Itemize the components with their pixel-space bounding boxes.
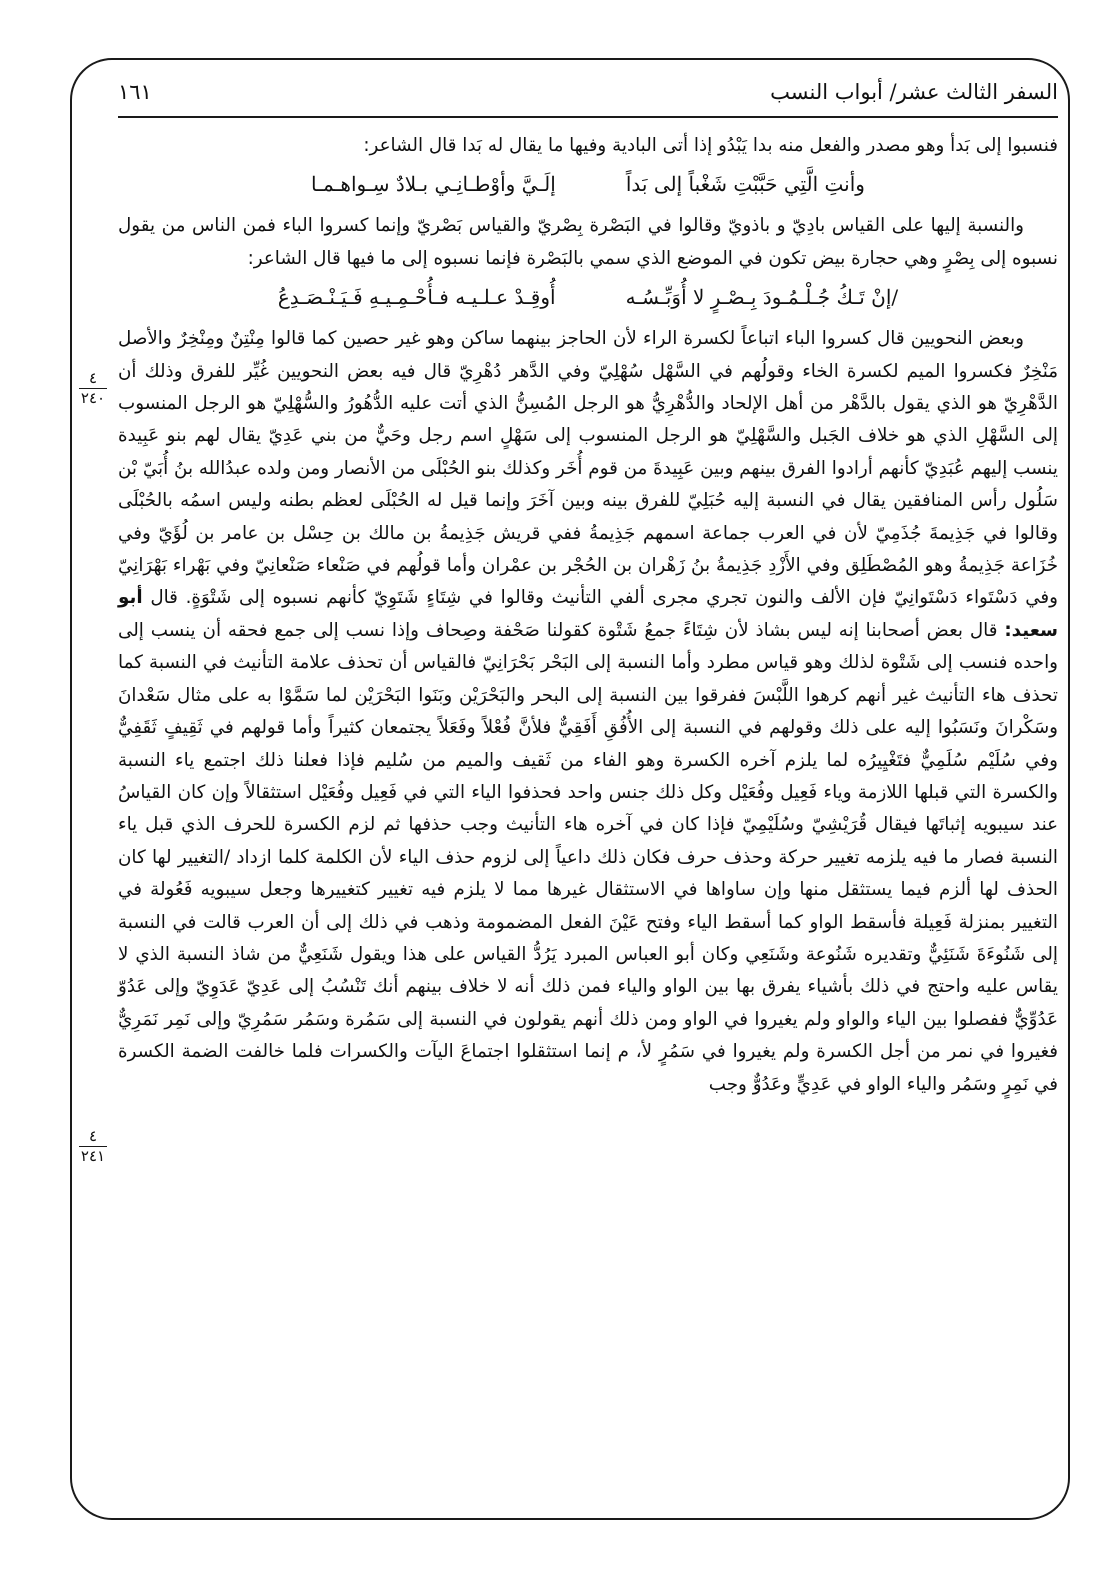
verse-hemistich-second: أُوقِـدْ عـلـيـه فـأُحْـمِـيـهِ فَـيَـنْـصَـدِعُ [277, 285, 556, 310]
verse-hemistich-first: وأنتِ الَّتِي حَبَّبْتِ شَغْباً إلى بَداً [625, 172, 865, 197]
margin-folio-marker [73, 370, 113, 407]
main-text [118, 130, 1058, 1101]
margin-folio-bottom: ٢٤١ [80, 1147, 106, 1165]
paragraph: فنسبوا إلى بَدأ وهو مصدر والفعل منه بدا يَبْدُو إذا أتى البادية وفيها ما يقال له بَدا قال الشاعر: [363, 135, 1058, 156]
paragraph: والنسبة إليها على القياس بادِيّ و باذويّ وقالوا في البَصْرة بِصْريّ والقياس بَصْريّ وإنما كسروا الباء فمن الناس من يقول نسبوه إلى بِصْرٍ وهي حجارة بيض تكون في الموضع الذي سمي بالبَصْرة فإنما نسبوه إلى ما فيها قال الشاعر: [118, 215, 1058, 269]
verse-hemistich-first: /إنْ تَـكُ جُـلْـمُـودَ بِـصْـرٍ لا أُوَبِّـسُـه [625, 285, 899, 310]
margin-folio-top: ٤ [88, 369, 98, 387]
poetry-verse [118, 277, 1058, 317]
margin-folio-bottom: ٢٤٠ [80, 389, 106, 407]
page-number: ١٦١ [118, 80, 152, 104]
paragraph [118, 323, 1058, 1101]
margin-folio-marker [73, 1128, 113, 1165]
margin-folio-top: ٤ [88, 1127, 98, 1145]
author-name: أبو سعيد: [118, 587, 1058, 641]
header-rule [118, 116, 1058, 118]
page-header [118, 72, 1058, 112]
poetry-verse [118, 164, 1058, 204]
paragraph-text: وبعض النحويين قال كسروا الباء اتباعاً لكسرة الراء لأن الحاجز بينهما ساكن وهو غير حصين كما قالوا مِنْتِنٌ ومِنْخِرٌ والأصل مَنْخِرٌ فكسروا الميم لكسرة الخاء وقولُهم في السَّهْل سُهْلِيّ وفي الدَّهر دُهْرِيّ قال فيه بعض النحويين غُيِّر للفرق وذلك أن الدَّهْرِيّ هو الذي يقول بالدَّهْر من أهل الإلحاد والدُّهْرِيُّ هو الرجل المُسِنُّ الذي أتت عليه الدُّهُورُ والسُّهْلِيّ هو الرجل المنسوب إلى السَّهْلِ الذي هو خلاف الجَبل والسَّهْلِيّ هو الرجل المنسوب إلى سَهْلٍ اسم رجل وحَيٌّ من بني عَدِيّ يقال لهم بنو عَبِيدة ينسب إليهم عُبَدِيّ كأنهم أرادوا الفرق بينهم وبين عَبِيدةَ من قوم أُخَر وكذلك بنو الحُبْلَى من الأنصار ومن ولده عبدُالله بنُ أُبَيّ بْن سَلُول رأس المنافقين يقال في النسبة إليه حُبَلِيّ للفرق بينه وبين آخَرَ وإنما قيل له الحُبْلَى لعظم بطنه وليس اسمُه بالحُبْلَى وقالوا في جَذِيمةَ جُذَمِيّ لأن في العرب جماعة اسمهم جَذِيمةُ ففي قريش جَذِيمةُ بن مالك بن حِسْل بن عامر بن لُؤَيّ وفي خُزَاعة جَذِيمةُ وهو المُصْطَلِق وفي الأَزْدِ جَذِيمةُ بنُ زَهْران بن الحُجْر بن عمْران وأما قولُهم في صَنْعاء صَنْعانِيّ وفي بَهْراء بَهْرَانِيّ وفي دَسْتَواء دَسْتَوانِيّ فإن الألف والنون تجري مجرى ألفي التأنيث وقالوا في شِتَاءٍ شَتَوِيّ كأنهم نسبوه إلى شَتْوَةٍ. قال [118, 328, 1058, 609]
verse-hemistich-second: إلَـيَّ وأوْطـانِـي بـلادٌ سِـواهـمـا [311, 172, 556, 197]
paragraph-text: قال بعض أصحابنا إنه ليس بشاذ لأن شِتَاءً جمعُ شَتْوة كقولنا صَحْفة وصِحاف وإذا نسب إلى جمع فحقه أن ينسب إلى واحده فنسب إلى شَتْوة لذلك وهو قياس مطرد وأما النسبة إلى البَحْر بَحْرَانِيّ فالقياس أن تحذف علامة التأنيث في النسبة كما تحذف هاء التأنيث غير أنهم كرهوا اللَّبْسَ ففرقوا بين النسبة إلى البحر والبَحْرَيْن وبَنَوا البَحْرَيْن لما سَمَّوْا به على مثال سَعْدانَ وسَكْرانَ ونَسَبُوا إليه على ذلك وقولهم في النسبة إلى الأُفُقِ أَفَقِيٌّ فلأنَّ فُعْلاً وفَعَلاً يجتمعان كثيراً وأما قولهم في ثَقِيفٍ ثَقَفِيٌّ وفي سُلَيْم سُلَمِيٌّ فتَغْيِيرُه لما يلزم آخره الكسرة وهو الفاء من ثَقيف والميم من سُليم فإذا فعلنا ذلك اجتمع ياء النسبة والكسرة التي قبلها اللازمة وياء فَعِيل وفُعَيْل وكل ذلك جنس واحد فحذفوا الياء التي في فَعِيل وفُعَيْل استثقالاً وإن كان القياسُ عند سيبويه إثباتَها فيقال قُرَيْشِيّ وسُلَيْمِيّ فإذا كان في آخره هاء التأنيث وجب حذفها ثم لزم الكسرة للحرف الذي قبل ياء النسبة فصار ما فيه يلزمه تغيير حركة وحذف حرف فكان ذلك داعياً إلى لزوم حذف الياء لأن الكلمة كلما ازداد /التغيير لها كان الحذف لها ألزم فيما يستثقل منها وإن ساواها في الاستثقال غيرها مما لا يلزم فيه تغيير كتغييرها وجعل سيبويه فَعُولة في التغيير بمنزلة فَعِيلة فأسقط الواو كما أسقط الياء وفتح عَيْنَ الفعل المضمومة وذهب في ذلك إلى أن العرب قالت في النسبة إلى شَنُوءَةَ شَنَئِيٌّ وتقديره شَنُوعة وشَنَعِي وكان أبو العباس المبرد يَرُدُّ القياس على هذا ويقول شَنَعِيٌّ من شاذ النسبة الذي لا يقاس عليه واحتج في ذلك بأشياء يفرق بها بين الواو والياء فمن ذلك أنه لا خلاف بينهم أنك تَنْسُبُ إلى عَدِيّ عَدَوِيّ وإلى عَدُوّ عَدُوِّيٌّ ففصلوا بين الياء والواو ولم يغيروا في الواو ومن ذلك أنهم يقولون في النسبة إلى سَمُرة وسَمُر سَمُرِيّ وإلى نَمِر نَمَرِيٌّ فغيروا في نمر من أجل الكسرة ولم يغيروا في سَمُرٍ لأ، م إنما استثقلوا اجتماعَ اليآت والكسرات فلما خالفت الضمة الكسرة في نَمِرٍ وسَمُر والياء الواو في عَدِيٍّ وعَدُوٌّ وجب [118, 619, 1058, 1095]
running-title: السفر الثالث عشر/ أبواب النسب [770, 80, 1058, 104]
